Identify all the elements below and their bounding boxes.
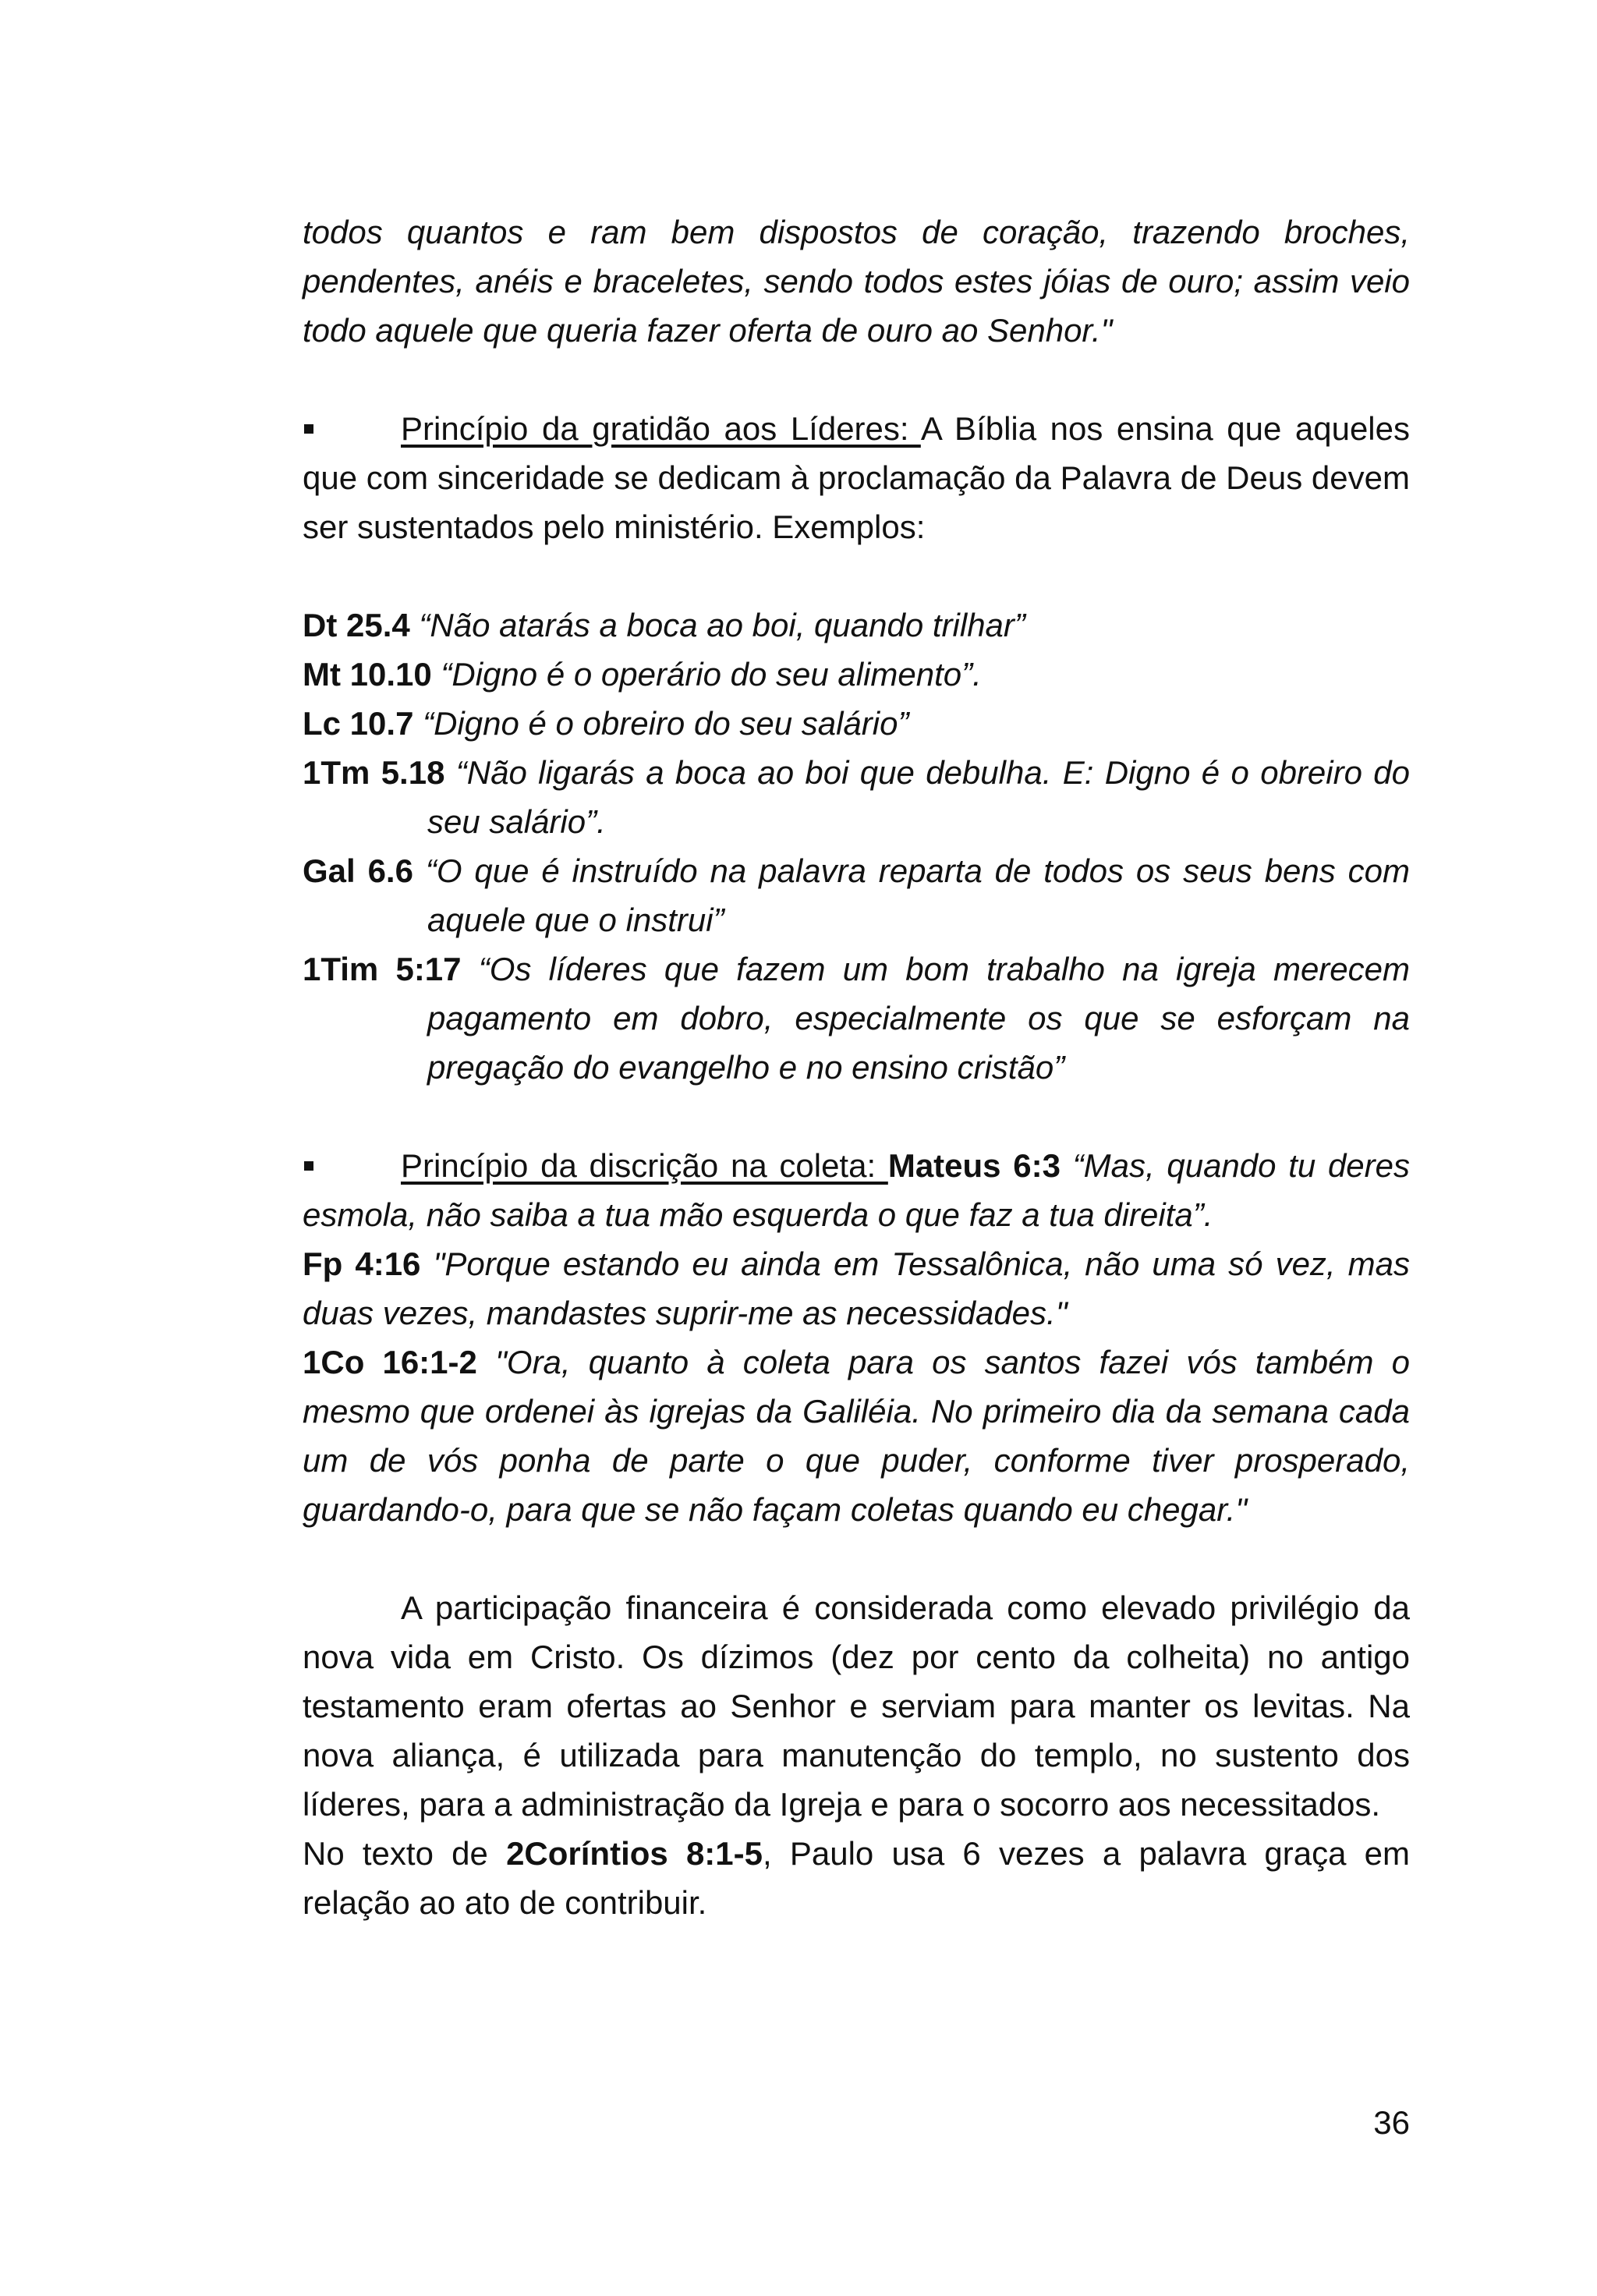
reference-citation: Dt 25.4 bbox=[303, 607, 410, 643]
reference-quote: “O que é instruído na palavra reparta de todos os seus bens com aquele que o instrui” bbox=[425, 852, 1410, 938]
bullet-square-icon bbox=[303, 404, 401, 453]
principle-discretion-quote: “Mas, quando tu deres esmola, não saiba a tua mão esquerda o que faz a tua direita”. bbox=[303, 1147, 1411, 1233]
principle-discretion bbox=[303, 1141, 1410, 1239]
reference-item bbox=[303, 846, 1410, 944]
reference-citation: 1Co 16:1-2 bbox=[303, 1344, 477, 1380]
page-body bbox=[303, 207, 1410, 1927]
intro-quote: todos quantos e ram bem dispostos de coração, trazendo broches, pendentes, anéis e braceletes, sendo todos estes jóias de ouro; assim veio todo aquele que queria fazer oferta de ouro ao Senhor." bbox=[303, 214, 1410, 349]
reference-item bbox=[303, 601, 1410, 650]
reference-quote: “Não atarás a boca ao boi, quando trilhar” bbox=[419, 607, 1025, 643]
spacer bbox=[303, 1092, 1410, 1141]
reference-citation: 1Tim 5:17 bbox=[303, 951, 462, 987]
principle-leaders bbox=[303, 404, 1410, 551]
principle-discretion-heading: Princípio da discrição na coleta: bbox=[401, 1147, 888, 1184]
reference-quote: "Ora, quanto à coleta para os santos fazei vós também o mesmo que ordenei às igrejas da Galiléia. No primeiro dia da semana cada um de vós ponha de parte o que puder, conforme tiver prosperado, guardando-o, para que se não façam coletas quando eu chegar." bbox=[303, 1344, 1410, 1528]
discretion-reference bbox=[303, 1338, 1410, 1534]
discretion-reference bbox=[303, 1239, 1410, 1338]
spacer bbox=[303, 551, 1410, 601]
reference-quote: “Digno é o obreiro do seu salário” bbox=[423, 705, 909, 742]
spacer bbox=[303, 1534, 1410, 1583]
page-number: 36 bbox=[1373, 2104, 1410, 2141]
bullet-square-icon bbox=[303, 1141, 401, 1190]
reference-citation: 1Tm 5.18 bbox=[303, 754, 445, 791]
reference-item bbox=[303, 748, 1410, 846]
corinthians-ref: 2Coríntios 8:1-5 bbox=[506, 1835, 763, 1872]
spacer bbox=[303, 355, 1410, 404]
reference-quote: "Porque estando eu ainda em Tessalônica, não uma só vez, mas duas vezes, mandastes suprir-me as necessidades." bbox=[303, 1245, 1410, 1331]
paragraph-financial: A participação financeira é considerada como elevado privilégio da nova vida em Cristo. Os dízimos (dez por cento da colheita) no antigo testamento eram ofertas ao Senhor e serviam para manter os levitas. Na nova aliança, é utilizada para manutenção do templo, no sustento dos líderes, para a administração da Igreja e para o socorro aos necessitados. bbox=[303, 1589, 1410, 1823]
reference-quote: “Os líderes que fazem um bom trabalho na igreja merecem pagamento em dobro, especialmente os que se esforçam na pregação do evangelho e no ensino cristão” bbox=[427, 951, 1410, 1086]
reference-citation: Gal 6.6 bbox=[303, 852, 413, 889]
reference-item bbox=[303, 650, 1410, 699]
paragraph-corinthians: No texto de 2Coríntios 8:1-5, Paulo usa 6 vezes a palavra graça em relação ao ato de contribuir. bbox=[303, 1835, 1410, 1921]
reference-item bbox=[303, 944, 1410, 1092]
reference-citation: Lc 10.7 bbox=[303, 705, 414, 742]
principle-leaders-heading: Princípio da gratidão aos Líderes: bbox=[401, 410, 921, 447]
principle-discretion-ref: Mateus 6:3 bbox=[887, 1147, 1061, 1184]
reference-item bbox=[303, 699, 1410, 748]
reference-quote: “Digno é o operário do seu alimento”. bbox=[441, 656, 982, 693]
reference-quote: “Não ligarás a boca ao boi que debulha. E: Digno é o obreiro do seu salário”. bbox=[427, 754, 1410, 840]
principle-leaders-text: A Bíblia nos ensina que aqueles que com sinceridade se dedicam à proclamação da Palavra de Deus devem ser sustentados pelo ministério. Exemplos: bbox=[303, 410, 1410, 545]
reference-citation: Mt 10.10 bbox=[303, 656, 432, 693]
reference-citation: Fp 4:16 bbox=[303, 1245, 421, 1282]
